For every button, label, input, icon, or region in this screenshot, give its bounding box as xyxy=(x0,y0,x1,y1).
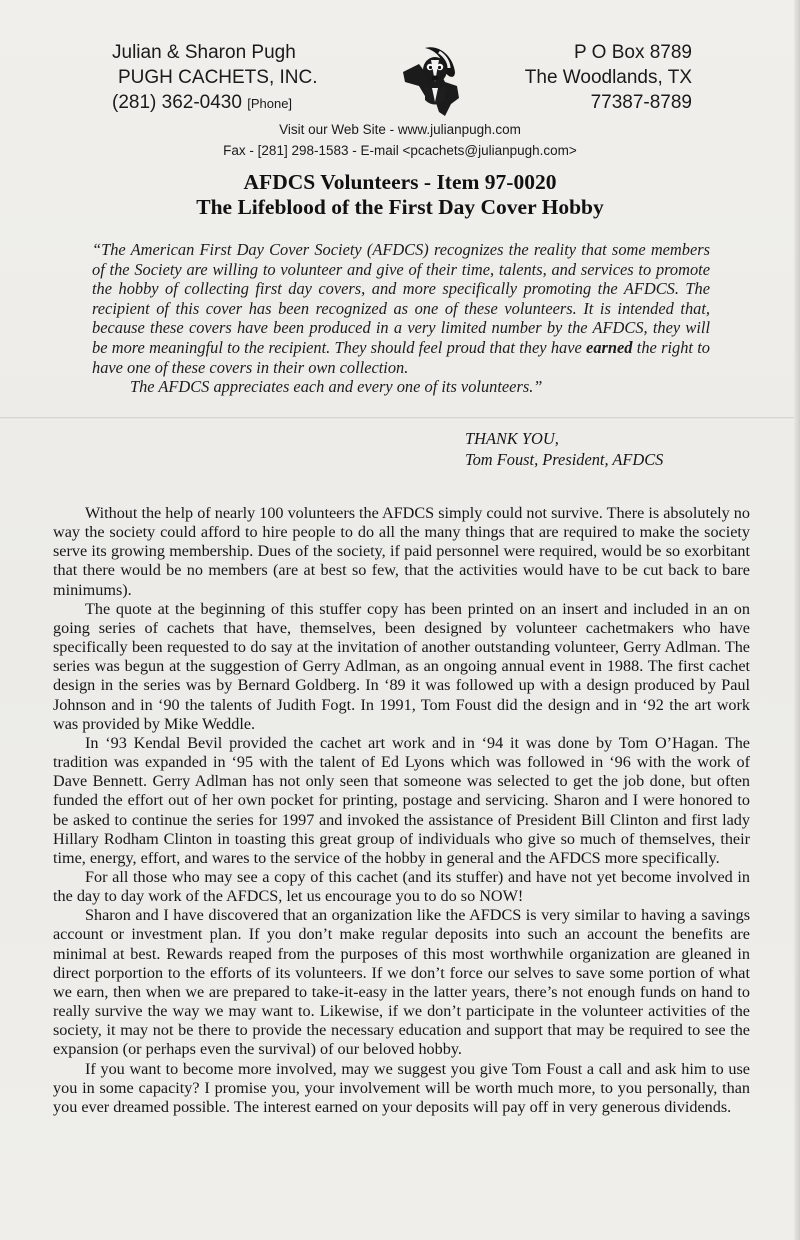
quote-emphasis: earned xyxy=(586,337,633,357)
city-state: The Woodlands, TX xyxy=(524,67,692,88)
paper-edge xyxy=(794,0,800,1240)
fax-email-line: Fax - [281] 298-1583 - E-mail <pcachets@julianpugh.com> xyxy=(223,143,577,158)
zip-code: 77387-8789 xyxy=(590,92,692,113)
page-title: AFDCS Volunteers - Item 97-0020 xyxy=(243,170,557,194)
mailing-address-block xyxy=(500,40,692,115)
president-quote xyxy=(92,240,710,397)
phone-number: (281) 362-0430 xyxy=(112,92,242,113)
paper-fold-line xyxy=(0,417,800,420)
thank-you: THANK YOU, xyxy=(465,429,559,448)
skunk-with-texas-map-icon xyxy=(395,38,481,124)
quote-text-1: “The American First Day Cover Society (AFDCS) recognizes the reality that some members of the Society are willing to volunteer and give of their time, talents, and services to promote the hobby of collecting first day covers, and more specifically promoting the AFDCS. The recipient of this cover has been recognized as one of these volunteers. It is intended that, because these covers have been produced in a very limited number by the AFDCS, they will be more meaningful to the recipient. They should feel proud that they have xyxy=(92,240,710,357)
paragraph: If you want to become more involved, may we suggest you give Tom Foust a call and ask him to use you in some capacity? I promise you, your involvement will be worth much more, to you personally, than you ever dreamed possible. The interest earned on your deposits will pay off in very generous dividends. xyxy=(53,1059,750,1116)
po-box: P O Box 8789 xyxy=(574,42,692,63)
paragraph: For all those who may see a copy of this cachet (and its stuffer) and have not yet become involved in the day to day work of the AFDCS, let us encourage you to do so NOW! xyxy=(53,867,750,906)
article-body xyxy=(53,504,750,1117)
quote-text-2: the right to have one of these covers in their own collection. xyxy=(92,337,710,377)
signature-block xyxy=(465,428,663,470)
company-name: PUGH CACHETS, INC. xyxy=(118,67,318,88)
sender-address-block xyxy=(112,40,318,116)
paragraph: The quote at the beginning of this stuffer copy has been printed on an insert and included in an on going series of cachets that have, themselves, been designed by volunteer cachetmakers who have specifically been requested to do say at the invitation of another outstanding volunteer, Gerry Adlman. The series was begun at the suggestion of Gerry Adlman, as an ongoing annual event in 1988. The first cachet design in the series was by Bernard Goldberg. In ‘89 it was followed up with a design produced by Paul Johnson and in ‘90 the talents of Judith Fogt. In 1991, Tom Foust did the design and in ‘92 the art work was provided by Mike Weddle. xyxy=(53,599,750,733)
website-line: Visit our Web Site - www.julianpugh.com xyxy=(279,122,521,137)
paragraph: In ‘93 Kendal Bevil provided the cachet art work and in ‘94 it was done by Tom O’Hagan. The tradition was expanded in ‘95 with the talent of Ed Lyons which was followed in ‘96 with the work of Dave Bennett. Gerry Adlman has not only seen that someone was selected to get the job done, but often funded the effort out of her own pocket for printing, postage and servicing. Sharon and I were honored to be asked to continue the series for 1997 and invoked the assistance of President Bill Clinton and first lady Hillary Rodham Clinton in toasting this great group of individuals who give so much of themselves, their time, energy, effort, and wares to the service of the hobby in general and the AFDCS more specifically. xyxy=(53,733,750,867)
quote-closing-line: The AFDCS appreciates each and every one of its volunteers.” xyxy=(130,377,543,397)
signature-name: Tom Foust, President, AFDCS xyxy=(465,450,664,469)
phone-label: [Phone] xyxy=(247,96,293,111)
phone-line xyxy=(112,90,318,116)
sender-names: Julian & Sharon Pugh xyxy=(112,42,296,63)
paragraph: Sharon and I have discovered that an organization like the AFDCS is very similar to having a savings account or investment plan. If you don’t make regular deposits into such an account the benefits are minimal at best. Rewards reaped from the purposes of this most worthwhile organization are gleaned in direct porportion to the efforts of its volunteers. If we don’t force our selves to save some portion of what we earn, then when we are prepared to take-it-easy in the latter years, there’s not enough funds on hand to really survive the way we may want to. Likewise, if we don’t participate in the volunteer activities of the society, it may not be there to provide the necessary education and support that may be required to see the expansion (or perhaps even the survival) of our beloved hobby. xyxy=(53,906,750,1059)
paragraph: Without the help of nearly 100 volunteers the AFDCS simply could not survive. There is absolutely no way the society could afford to hire people to do all the many things that are required to make the society serve its growing membership. Dues of the society, if paid personnel were required, would be so exorbitant that there would be no members (are at best so few, that the activities would have to be cut back to bare minimums). xyxy=(53,504,750,599)
page-subtitle: The Lifeblood of the First Day Cover Hobby xyxy=(196,195,604,219)
